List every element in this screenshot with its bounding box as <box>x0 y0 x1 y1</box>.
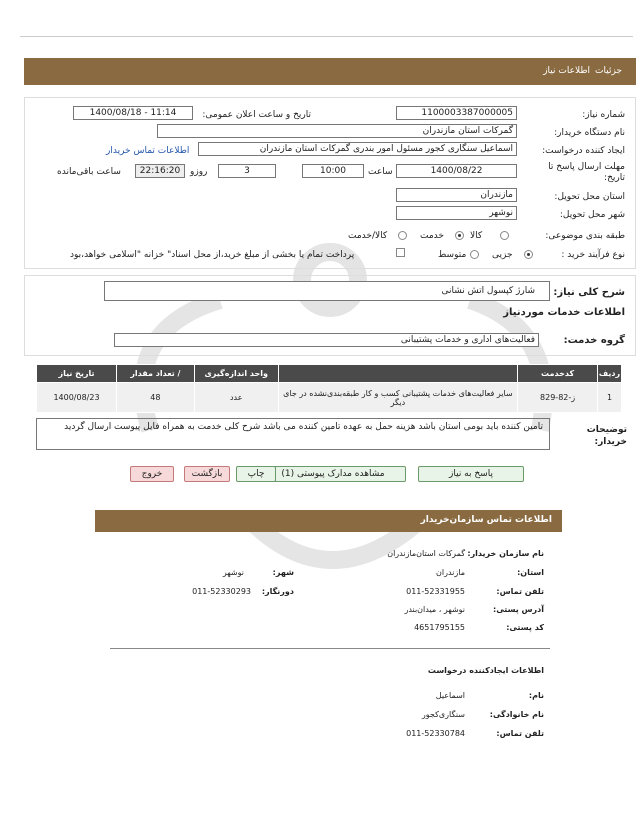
col-code: کدخدمت <box>518 365 598 383</box>
buyer-label: نام دستگاه خریدار: <box>554 128 625 138</box>
postal-label: کد پستی: <box>506 623 544 632</box>
time-label: ساعت <box>368 167 393 177</box>
items-table <box>36 364 622 413</box>
table-row <box>37 383 622 413</box>
address-value: نوشهر ، میدان‌بندر <box>404 605 465 614</box>
days-field: 3 <box>218 164 276 178</box>
pur-medium-radio[interactable] <box>470 250 479 259</box>
city-contact-label: شهر: <box>272 568 294 577</box>
header-bar <box>24 58 636 85</box>
creator-phone-label: تلفن تماس: <box>496 729 544 738</box>
row-unit: عدد <box>194 383 278 413</box>
row-date: 1400/08/23 <box>37 383 117 413</box>
top-divider <box>20 36 633 37</box>
fax-label: دورنگار: <box>261 587 294 596</box>
org-label: نام سازمان خریدار: <box>467 549 544 558</box>
announce-label: تاریخ و ساعت اعلان عمومی: <box>202 110 311 120</box>
province-contact-value: مازندران <box>436 568 465 577</box>
address-label: آدرس پستی: <box>493 605 544 614</box>
city-label: شهر محل تحویل: <box>559 210 625 220</box>
remaining-label: ساعت باقی‌مانده <box>57 167 121 177</box>
desc-field: شارژ کپسول اتش نشانی <box>104 281 550 301</box>
creator-phone-value: 011-52330784 <box>406 729 465 738</box>
postal-value: 4651795155 <box>414 623 465 632</box>
group-label: گروه خدمت: <box>563 335 625 346</box>
category-label: طبقه بندی موضوعی: <box>545 231 625 241</box>
creator-name-label: نام: <box>528 691 544 700</box>
province-label: استان محل تحویل: <box>554 192 625 202</box>
org-value: گمرکات استان‌مازندران <box>387 549 465 558</box>
back-button[interactable]: بازگشت <box>184 466 230 482</box>
pur-partial-radio[interactable] <box>524 250 533 259</box>
cat-goods-label: کالا <box>470 231 483 241</box>
group-field: فعالیت‌های اداری و خدمات پشتیبانی <box>114 333 539 347</box>
col-date: تاریخ نیاز <box>37 365 117 383</box>
creator-name-value: اسماعیل <box>435 691 465 700</box>
col-name <box>278 365 517 383</box>
payment-checkbox[interactable] <box>396 248 405 257</box>
print-button[interactable]: چاپ <box>236 466 276 482</box>
notes-box: تامین کننده باید بومی استان باشد هزینه حمل به عهده تامین کننده می باشد شرح کلی خدمت به همراه فایل پیوست ارسال گردید <box>36 418 550 450</box>
pur-medium-label: متوسط <box>438 250 467 260</box>
city-field: نوشهر <box>396 206 517 220</box>
row-qty: 48 <box>116 383 194 413</box>
desc-label: شرح کلی نیاز: <box>553 287 625 298</box>
city-contact-value: نوشهر <box>222 568 244 577</box>
province-field: مازندران <box>396 188 517 202</box>
col-index: ردیف <box>598 365 622 383</box>
buyer-contact-link[interactable]: اطلاعات تماس خریدار <box>106 146 190 156</box>
col-unit: واحد اندازه‌گیری <box>194 365 278 383</box>
province-contact-label: استان: <box>517 568 544 577</box>
deadline-label: مهلت ارسال پاسخ تا تاریخ: <box>548 162 625 183</box>
contact-title: اطلاعات تماس سازمان‌خریدار <box>420 515 552 525</box>
row-code: ز-82-829 <box>518 383 598 413</box>
deadline-date-field: 1400/08/22 <box>396 164 517 178</box>
tab-need-info[interactable]: اطلاعات نیاز <box>543 66 590 76</box>
creator-family-label: نام خانوادگی: <box>489 710 544 719</box>
row-index: 1 <box>598 383 622 413</box>
announce-field: 1400/08/18 - 11:14 <box>73 106 193 120</box>
cat-goods-service-radio[interactable] <box>398 231 407 240</box>
need-no-field: 1100003387000005 <box>396 106 517 120</box>
notes-label: توضیحات خریدار: <box>586 425 627 447</box>
creator-label: ایجاد کننده درخواست: <box>542 146 625 156</box>
remaining-time-field: 22:16:20 <box>135 164 185 178</box>
services-title: اطلاعات خدمات موردنیاز <box>503 307 625 318</box>
attachments-button[interactable]: مشاهده مدارک پیوستی (1) <box>260 466 406 482</box>
cat-goods-service-label: کالا/خدمت <box>348 231 388 241</box>
exit-button[interactable]: خروج <box>130 466 174 482</box>
deadline-time-field: 10:00 <box>302 164 364 178</box>
purchase-label: نوع فرآیند خرید : <box>561 250 625 260</box>
tab-details[interactable]: جزئیات <box>595 66 622 76</box>
cat-service-label: خدمت <box>420 231 444 241</box>
contact-bar <box>95 510 562 532</box>
contact-divider <box>110 648 550 649</box>
cat-service-radio[interactable] <box>455 231 464 240</box>
reply-button[interactable]: پاسخ به نیاز <box>418 466 524 482</box>
col-qty: / تعداد مقدار <box>116 365 194 383</box>
creator-info-title: اطلاعات ایجادکننده درخواست <box>427 666 544 675</box>
fax-value: 011-52330293 <box>192 587 251 596</box>
creator-family-value: سنگاری‌کجور <box>421 710 465 719</box>
buyer-field: گمرکات استان مازندران <box>157 124 517 138</box>
pur-partial-label: جزیی <box>492 250 513 260</box>
payment-note: پرداخت تمام یا بخشی از مبلغ خرید،از محل اسناد" خزانه "اسلامی خواهد،بود <box>70 250 355 260</box>
need-no-label: شماره نیاز: <box>582 110 625 120</box>
creator-field: اسماعیل سنگاری کجور مسئول امور بندری گمرکات استان مازندران <box>198 142 517 156</box>
phone-label: تلفن تماس: <box>496 587 544 596</box>
row-name: سایر فعالیت‌های خدمات پشتیبانی کسب و کار طبقه‌بندی‌نشده در جای دیگر <box>278 383 517 413</box>
day-label: روزو <box>190 167 208 177</box>
phone-value: 011-52331955 <box>406 587 465 596</box>
cat-goods-radio[interactable] <box>500 231 509 240</box>
